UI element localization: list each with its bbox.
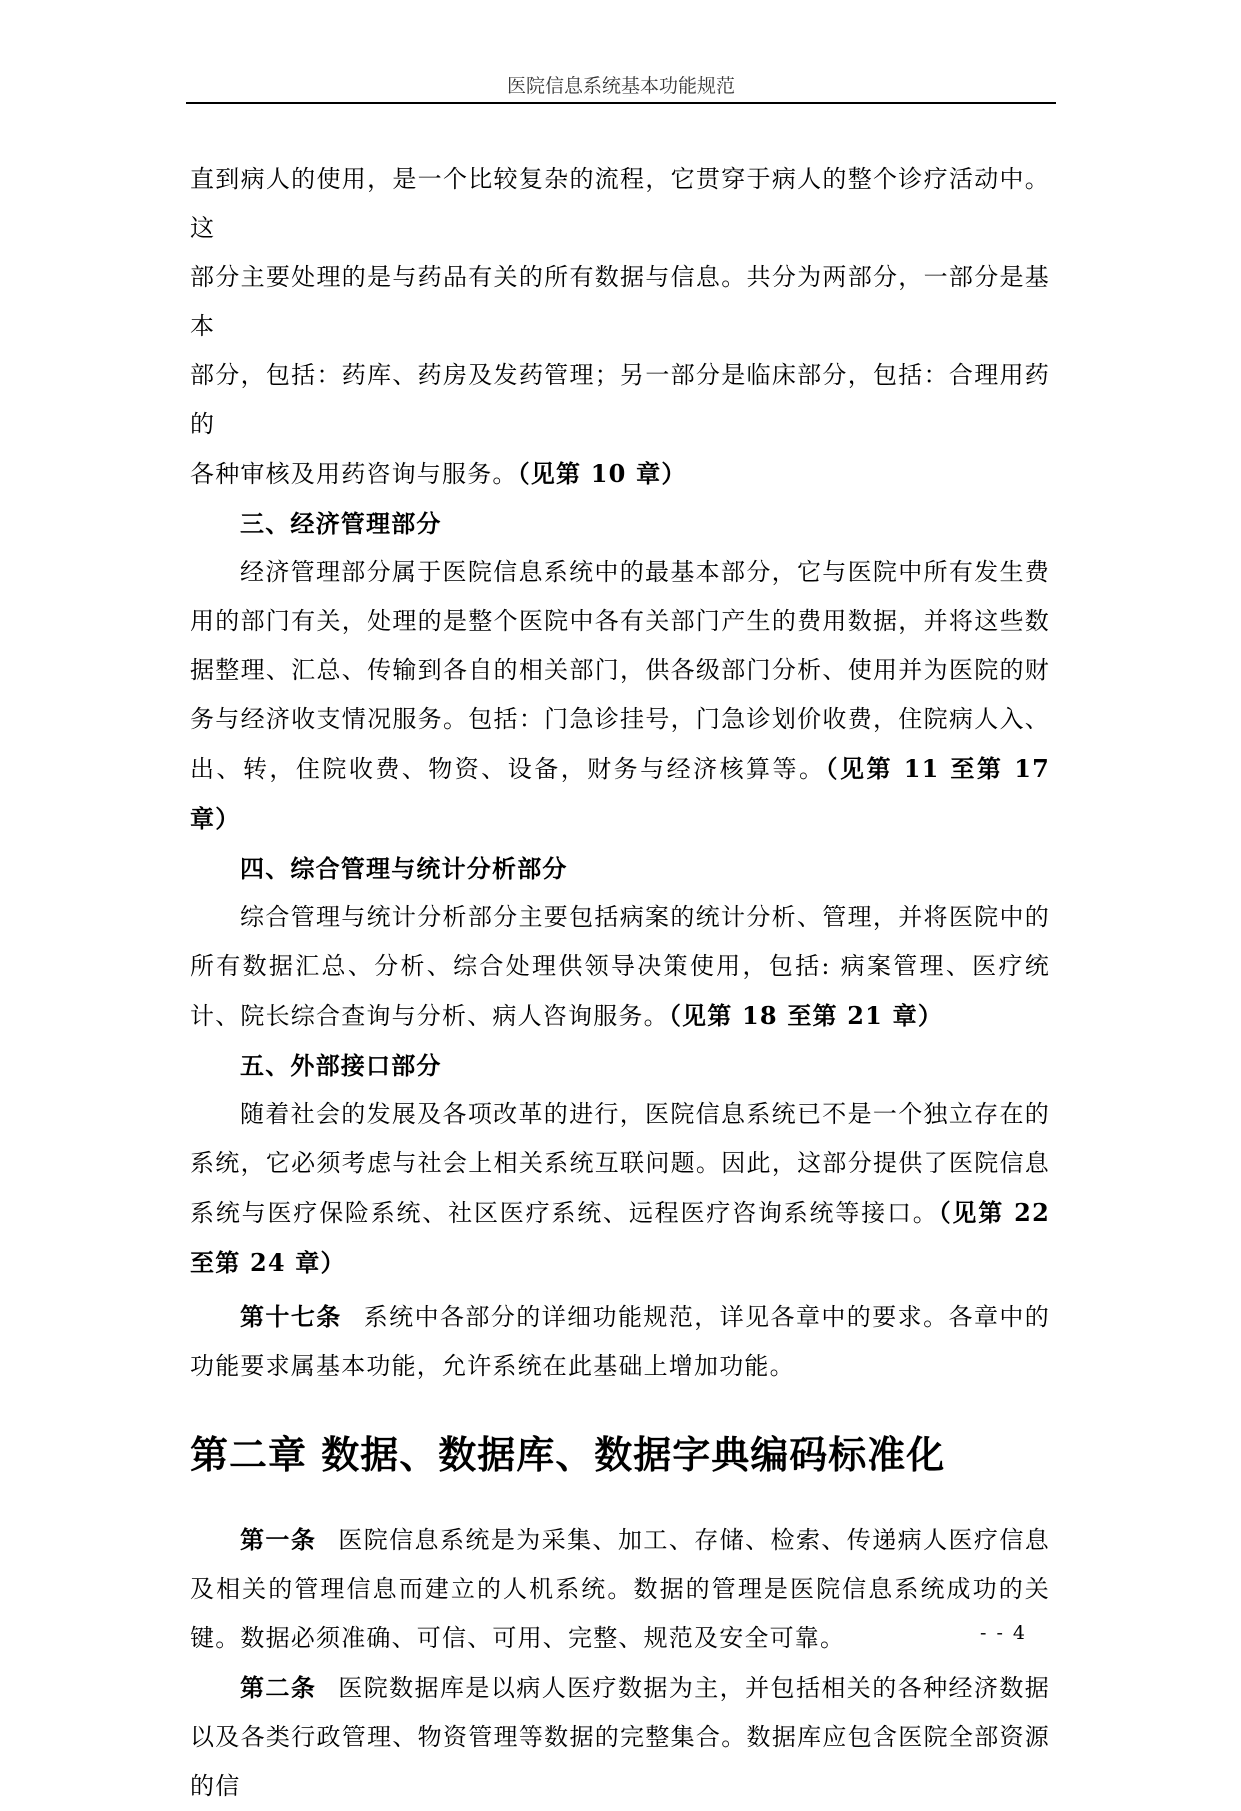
section-4-paragraph [190,893,1050,1041]
section-4-reference: （见第 18 至第 21 章） [668,1001,944,1030]
document-body [190,155,1050,1811]
intro-line-3: 部分，包括：药库、药房及发药管理；另一部分是临床部分，包括：合理用药的 [190,361,1050,438]
chapter-2-article-2-text: 医院数据库是以病人医疗数据为主，并包括相关的各种经济数据以及各类行政管理、物资管理等数据的完整集合。数据库应包含医院全部资源的信 [190,1674,1050,1800]
article-17-label: 第十七条 [240,1302,342,1331]
chapter-2-article-2-paragraph [190,1663,1050,1811]
chapter-2-article-1-paragraph [190,1515,1050,1663]
chapter-2-article-1-label: 第一条 [240,1525,317,1554]
section-3-paragraph [190,548,1050,844]
page-number: - - 4 [980,1622,1028,1644]
header-title: 医院信息系统基本功能规范 [506,75,735,97]
section-5-title: 五、外部接口部分 [240,1051,442,1080]
chapter-2-article-1-text: 医院信息系统是为采集、加工、存储、检索、传递病人医疗信息及相关的管理信息而建立的人机系统。数据的管理是医院信息系统成功的关键。数据必须准确、可信、可用、完整、规范及安全可靠。 [190,1526,1050,1652]
intro-line-4: 各种审核及用药咨询与服务。 [190,460,518,488]
section-3-reference: （见第 11 至第 17 章） [190,754,1050,833]
intro-line-2: 部分主要处理的是与药品有关的所有数据与信息。共分为两部分，一部分是基本 [190,263,1050,340]
section-4-text: 综合管理与统计分析部分主要包括病案的统计分析、管理，并将医院中的所有数据汇总、分析、综合处理供领导决策使用，包括: 病案管理、医疗统计、院长综合查询与分析、病人咨询服务。 [190,903,1050,1030]
article-17-text: 系统中各部分的详细功能规范，详见各章中的要求。各章中的功能要求属基本功能，允许系统在此基础上增加功能。 [190,1303,1050,1380]
section-3-title: 三、经济管理部分 [240,509,442,538]
page-header [186,70,1056,104]
section-3-text: 经济管理部分属于医院信息系统中的最基本部分，它与医院中所有发生费用的部门有关，处理的是整个医院中各有关部门产生的费用数据，并将这些数据整理、汇总、传输到各自的相关部门，供各级部门分析、使用并为医院的财务与经济收支情况服务。包括：门急诊挂号，门急诊划价收费，住院病人入、出、转，住院收费、物资、设备，财务与经济核算等。 [190,558,1050,783]
section-5-paragraph [190,1090,1050,1288]
chapter-2-article-2-label: 第二条 [240,1673,317,1702]
section-5-text: 随着社会的发展及各项改革的进行，医院信息系统已不是一个独立存在的系统，它必须考虑与社会上相关系统互联问题。因此，这部分提供了医院信息系统与医疗保险系统、社区医疗系统、远程医疗咨询系统等接口。 [190,1100,1050,1227]
intro-chapter-reference: （见第 10 章） [517,459,687,488]
intro-line-1: 直到病人的使用，是一个比较复杂的流程，它贯穿于病人的整个诊疗活动中。这 [190,165,1050,242]
intro-paragraph [190,155,1050,499]
section-4-title: 四、综合管理与统计分析部分 [240,854,568,883]
chapter-2-title: 第二章 数据、数据库、数据字典编码标准化 [190,1432,946,1477]
article-17-paragraph [190,1292,1050,1391]
section-5-reference: （见第 22 至第 24 章） [190,1198,1050,1277]
